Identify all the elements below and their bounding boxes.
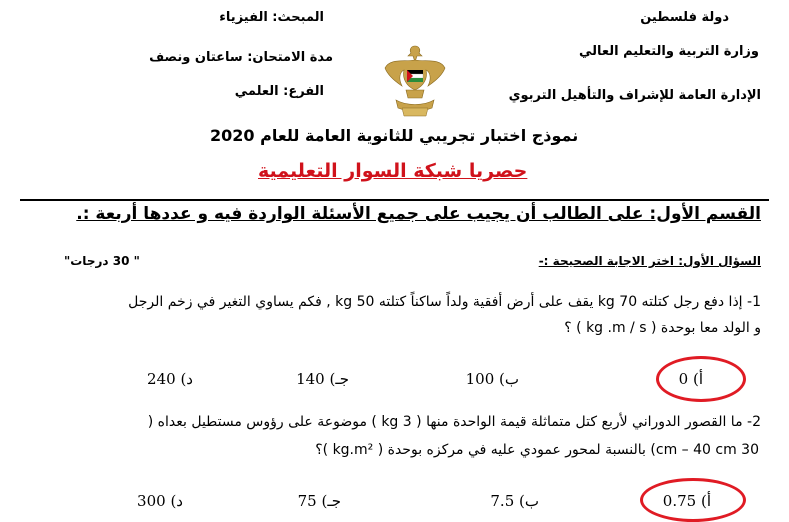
q2-line1: 2- ما القصور الدوراني لأربع كتل متماثلة قيمة الواحدة منها ( 3 kg ) موضوعة على رؤوس مستطيل بعداه ( [147, 414, 761, 430]
q1-option-d: د) 240 [147, 370, 193, 388]
q1-line1: 1- إذا دفع رجل كتلته 70 kg يقف على أرض أفقية ولداً ساكناً كتلته 50 kg , فكم يساوي التغير في زخم الرجل [128, 294, 761, 310]
header-country: دولة فلسطين [640, 10, 729, 25]
divider-top [20, 199, 769, 201]
q1-option-b: ب) 100 [465, 370, 519, 388]
q2-option-d: د) 300 [137, 492, 183, 510]
highlight-circle [656, 356, 746, 402]
question1-marks: " 30 درجات" [64, 254, 140, 268]
exam-title: نموذج اختبار تجريبي للثانوية العامة للعام 2020 [210, 126, 579, 145]
header-department: الإدارة العامة للإشراف والتأهيل التربوي [508, 88, 761, 103]
q2-option-b: ب) 7.5 [490, 492, 539, 510]
q2-option-c: جـ) 75 [297, 492, 341, 510]
q2-line2: 30 cm – 40 cm) بالنسبة لمحور عمودي عليه في مركزه بوحدة ( kg.m² )؟ [315, 442, 759, 458]
section-title: القسم الأول: على الطالب أن يجيب على جميع الأسئلة الواردة فيه و عددها أربعة :. [76, 204, 761, 224]
q1-option-c: جـ) 140 [296, 370, 349, 388]
q1-line2: و الولد معا بوحدة ( kg .m / s ) ؟ [564, 320, 761, 336]
q2-option-a: أ) 0.75 [662, 492, 711, 510]
header-duration: مدة الامتحان: ساعتان ونصف [149, 50, 333, 65]
q1-option-a: أ) 0 [678, 370, 703, 388]
header-subject: المبحث: الفيزياء [219, 10, 324, 25]
exclusive-note: حصريا شبكة السوار التعليمية [258, 160, 528, 182]
palestine-eagle-emblem-icon [382, 42, 448, 122]
header-branch: الفرع: العلمي [234, 84, 324, 99]
header-ministry: وزارة التربية والتعليم العالي [578, 44, 759, 59]
highlight-circle [640, 478, 746, 522]
question1-header: السؤال الأول: اختر الاجابة الصحيحة :- [538, 254, 761, 268]
